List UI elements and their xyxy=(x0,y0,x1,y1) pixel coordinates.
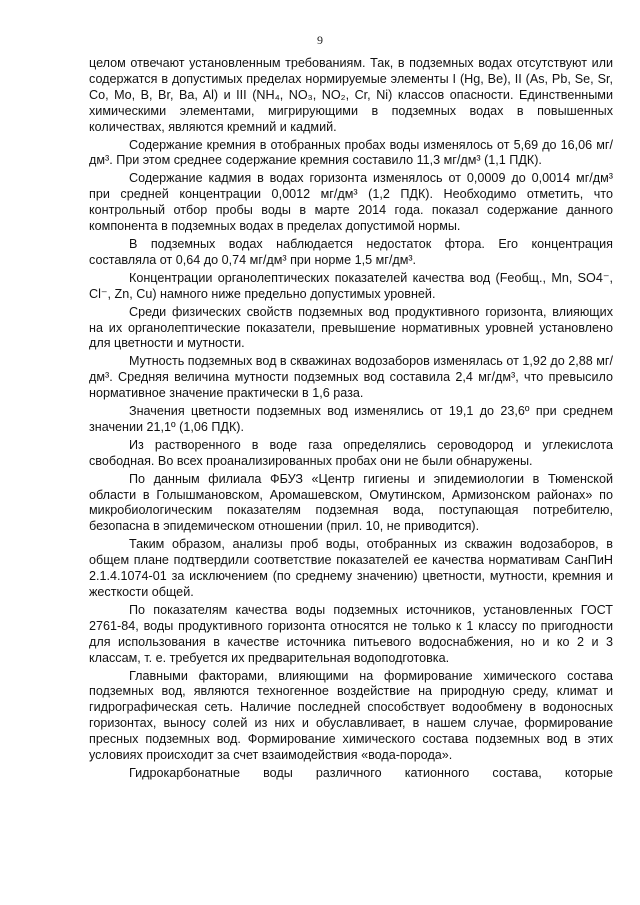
paragraph: Гидрокарбонатные воды различного катионного состава, которые xyxy=(129,765,613,780)
paragraph: В подземных водах наблюдается недостаток фтора. Его концентрация составляла от 0,64 до 0,74 мг/дм³ при норме 1,5 мг/дм³. xyxy=(89,236,613,267)
paragraph: Мутность подземных вод в скважинах водозаборов изменялась от 1,92 до 2,88 мг/дм³. Средняя величина мутности подземных вод составила 2,4 мг/дм³, что превысило нормативное значение практически в 1,6 раза. xyxy=(89,354,613,401)
paragraph: Таким образом, анализы проб воды, отобранных из скважин водозаборов, в общем плане подтвердили соответствие показателей ее качества нормативам СанПиН 2.1.4.1074-01 за исключением (по среднему значению) цветности, мутности, кремния и жесткости общей. xyxy=(89,537,613,599)
paragraph: целом отвечают установленным требованиям. Так, в подземных водах отсутствуют или содержатся в допустимых пределах нормируемые элементы I (Hg, Be), II (As, Pb, Se, Sr, Co, Mo, B, Br, Ba, Al) и III (NH₄, NO₃, NO₂, Cr, Ni) классов опасности. Единственными химическими элементами, мигрирующими в подземных водах в повышенных количествах, являются кремний и кадмий. xyxy=(89,56,613,134)
page-number: 9 xyxy=(317,33,323,47)
paragraph: Из растворенного в воде газа определялись сероводород и углекислота свободная. Во всех проанализированных пробах они не были обнаружены. xyxy=(89,437,613,468)
paragraph: Содержание кремния в отобранных пробах воды изменялось от 5,69 до 16,06 мг/дм³. При этом среднее содержание кремния составило 11,3 мг/дм³ (1,1 ПДК). xyxy=(89,137,613,168)
paragraph: Значения цветности подземных вод изменялись от 19,1 до 23,6º при среднем значении 21,1º (1,06 ПДК). xyxy=(89,404,613,434)
paragraph: Главными факторами, влияющими на формирование химического состава подземных вод, являются техногенное воздействие на природную среду, климат и гидрографическая сеть. Наличие последней способствует водообмену в водоносных горизонтах, выносу солей из них и обуславливает, в нашем случае, формирование пресных подземных вод. Формирование химического состава подземных вод в этих условиях происходит за счет взаимодействия «вода-порода». xyxy=(89,668,613,763)
paragraph: По данным филиала ФБУЗ «Центр гигиены и эпидемиологии в Тюменской области в Голышмановском, Аромашевском, Омутинском, Армизонском районах» по микробиологическим показателям подземная вода, поступающая потребителю, безопасна в эпидемическом отношении (прил. 10, не приводится). xyxy=(89,471,613,534)
document-body xyxy=(89,56,613,782)
paragraph: По показателям качества воды подземных источников, установленных ГОСТ 2761-84, воды продуктивного горизонта относятся не только к 1 классу по пригодности для использования в качестве источника питьевого водоснабжения, но и ко 2 и 3 классам, т. е. требуется их предварительная водоподготовка. xyxy=(89,602,613,665)
paragraph: Концентрации органолептических показателей качества вод (Feобщ., Mn, SO4⁻, Cl⁻, Zn, Cu) намного ниже предельно допустимых уровней. xyxy=(89,270,613,301)
paragraph: Среди физических свойств подземных вод продуктивного горизонта, влияющих на их органолептические показатели, превышение нормативных уровней установлено для цветности и мутности. xyxy=(89,304,613,351)
paragraph: Содержание кадмия в водах горизонта изменялось от 0,0009 до 0,0014 мг/дм³ при средней концентрации 0,0012 мг/дм³ (1,2 ПДК). Необходимо отметить, что контрольный отбор пробы воды в марте 2014 года. показал содержание данного компонента в подземных водах в пределах допустимой нормы. xyxy=(89,171,613,234)
